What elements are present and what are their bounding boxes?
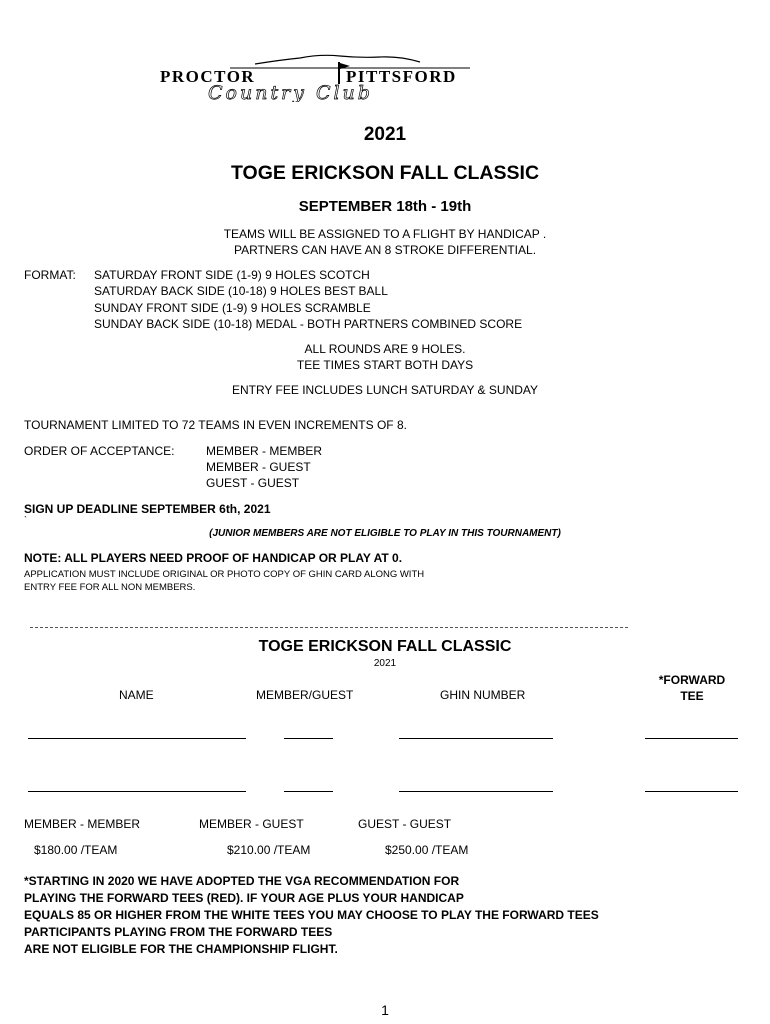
pricing-value: $180.00 /TEAM: [34, 843, 118, 857]
cut-line: [30, 627, 628, 628]
member-guest-field-2[interactable]: [284, 791, 333, 792]
footnote-line: PLAYING THE FORWARD TEES (RED). IF YOUR AGE PLUS YOUR HANDICAP: [24, 891, 464, 905]
ghin-field-2[interactable]: [399, 791, 553, 792]
pricing-value: $250.00 /TEAM: [385, 843, 469, 857]
col-ghin: GHIN NUMBER: [440, 688, 526, 702]
footnote-line: EQUALS 85 OR HIGHER FROM THE WHITE TEES YOU MAY CHOOSE TO PLAY THE FORWARD TEES: [24, 908, 599, 922]
rounds-line-2: TEE TIMES START BOTH DAYS: [296, 358, 474, 372]
pricing-value: $210.00 /TEAM: [227, 843, 311, 857]
format-line: SATURDAY BACK SIDE (10-18) 9 HOLES BEST BALL: [94, 284, 388, 298]
team-limit: TOURNAMENT LIMITED TO 72 TEAMS IN EVEN INCREMENTS OF 8.: [24, 418, 407, 432]
forward-tee-field-2[interactable]: [645, 791, 738, 792]
pricing-label: MEMBER - GUEST: [199, 817, 304, 831]
form-title: TOGE ERICKSON FALL CLASSIC: [258, 638, 512, 655]
acceptance-item: MEMBER - MEMBER: [206, 444, 323, 458]
format-line: SUNDAY FRONT SIDE (1-9) 9 HOLES SCRAMBLE: [94, 301, 371, 315]
page-number: 1: [381, 1002, 389, 1018]
ghin-field-1[interactable]: [399, 738, 553, 739]
junior-note: (JUNIOR MEMBERS ARE NOT ELIGIBLE TO PLAY IN THIS TOURNAMENT): [209, 528, 561, 539]
pricing-label: GUEST - GUEST: [358, 817, 452, 831]
acceptance-item: GUEST - GUEST: [206, 476, 300, 490]
name-field-2[interactable]: [28, 791, 246, 792]
page-title: TOGE ERICKSON FALL CLASSIC: [230, 162, 540, 184]
lunch-note: ENTRY FEE INCLUDES LUNCH SATURDAY & SUNDAY: [231, 383, 539, 397]
event-dates: SEPTEMBER 18th - 19th: [298, 198, 472, 215]
year-heading: 2021: [363, 124, 407, 145]
footnote-line: *STARTING IN 2020 WE HAVE ADOPTED THE VGA RECOMMENDATION FOR: [24, 874, 460, 888]
club-logo: [160, 52, 540, 102]
signup-deadline: SIGN UP DEADLINE SEPTEMBER 6th, 2021: [24, 502, 271, 516]
col-forward-tee-2: TEE: [680, 689, 704, 703]
col-member-guest: MEMBER/GUEST: [256, 688, 354, 702]
application-line-2: ENTRY FEE FOR ALL NON MEMBERS.: [24, 582, 196, 593]
form-year: 2021: [373, 658, 397, 669]
footnote-line: PARTICIPANTS PLAYING FROM THE FORWARD TEES: [24, 925, 333, 939]
logo-pittsford: PITTSFORD: [346, 67, 457, 86]
handicap-note: NOTE: ALL PLAYERS NEED PROOF OF HANDICAP OR PLAY AT 0.: [24, 551, 403, 565]
intro-line-1: TEAMS WILL BE ASSIGNED TO A FLIGHT BY HANDICAP .: [223, 227, 547, 241]
stray-mark: `: [24, 515, 27, 525]
intro-line-2: PARTNERS CAN HAVE AN 8 STROKE DIFFERENTIAL.: [233, 243, 537, 257]
member-guest-field-1[interactable]: [284, 738, 333, 739]
format-line: SUNDAY BACK SIDE (10-18) MEDAL - BOTH PARTNERS COMBINED SCORE: [94, 317, 523, 331]
forward-tee-field-1[interactable]: [645, 738, 738, 739]
format-label: FORMAT:: [24, 268, 76, 282]
logo-proctor: PROCTOR: [160, 67, 256, 86]
col-name: NAME: [119, 688, 154, 702]
acceptance-label: ORDER OF ACCEPTANCE:: [24, 444, 175, 458]
rounds-line-1: ALL ROUNDS ARE 9 HOLES.: [304, 342, 466, 356]
footnote-line: ARE NOT ELIGIBLE FOR THE CHAMPIONSHIP FLIGHT.: [24, 942, 338, 956]
pricing-label: MEMBER - MEMBER: [24, 817, 141, 831]
col-forward-tee-1: *FORWARD: [658, 673, 726, 687]
format-line: SATURDAY FRONT SIDE (1-9) 9 HOLES SCOTCH: [94, 268, 370, 282]
logo-country-club: Country Club: [208, 82, 373, 102]
name-field-1[interactable]: [28, 738, 246, 739]
application-line-1: APPLICATION MUST INCLUDE ORIGINAL OR PHOTO COPY OF GHIN CARD ALONG WITH: [24, 569, 425, 580]
acceptance-item: MEMBER - GUEST: [206, 460, 311, 474]
